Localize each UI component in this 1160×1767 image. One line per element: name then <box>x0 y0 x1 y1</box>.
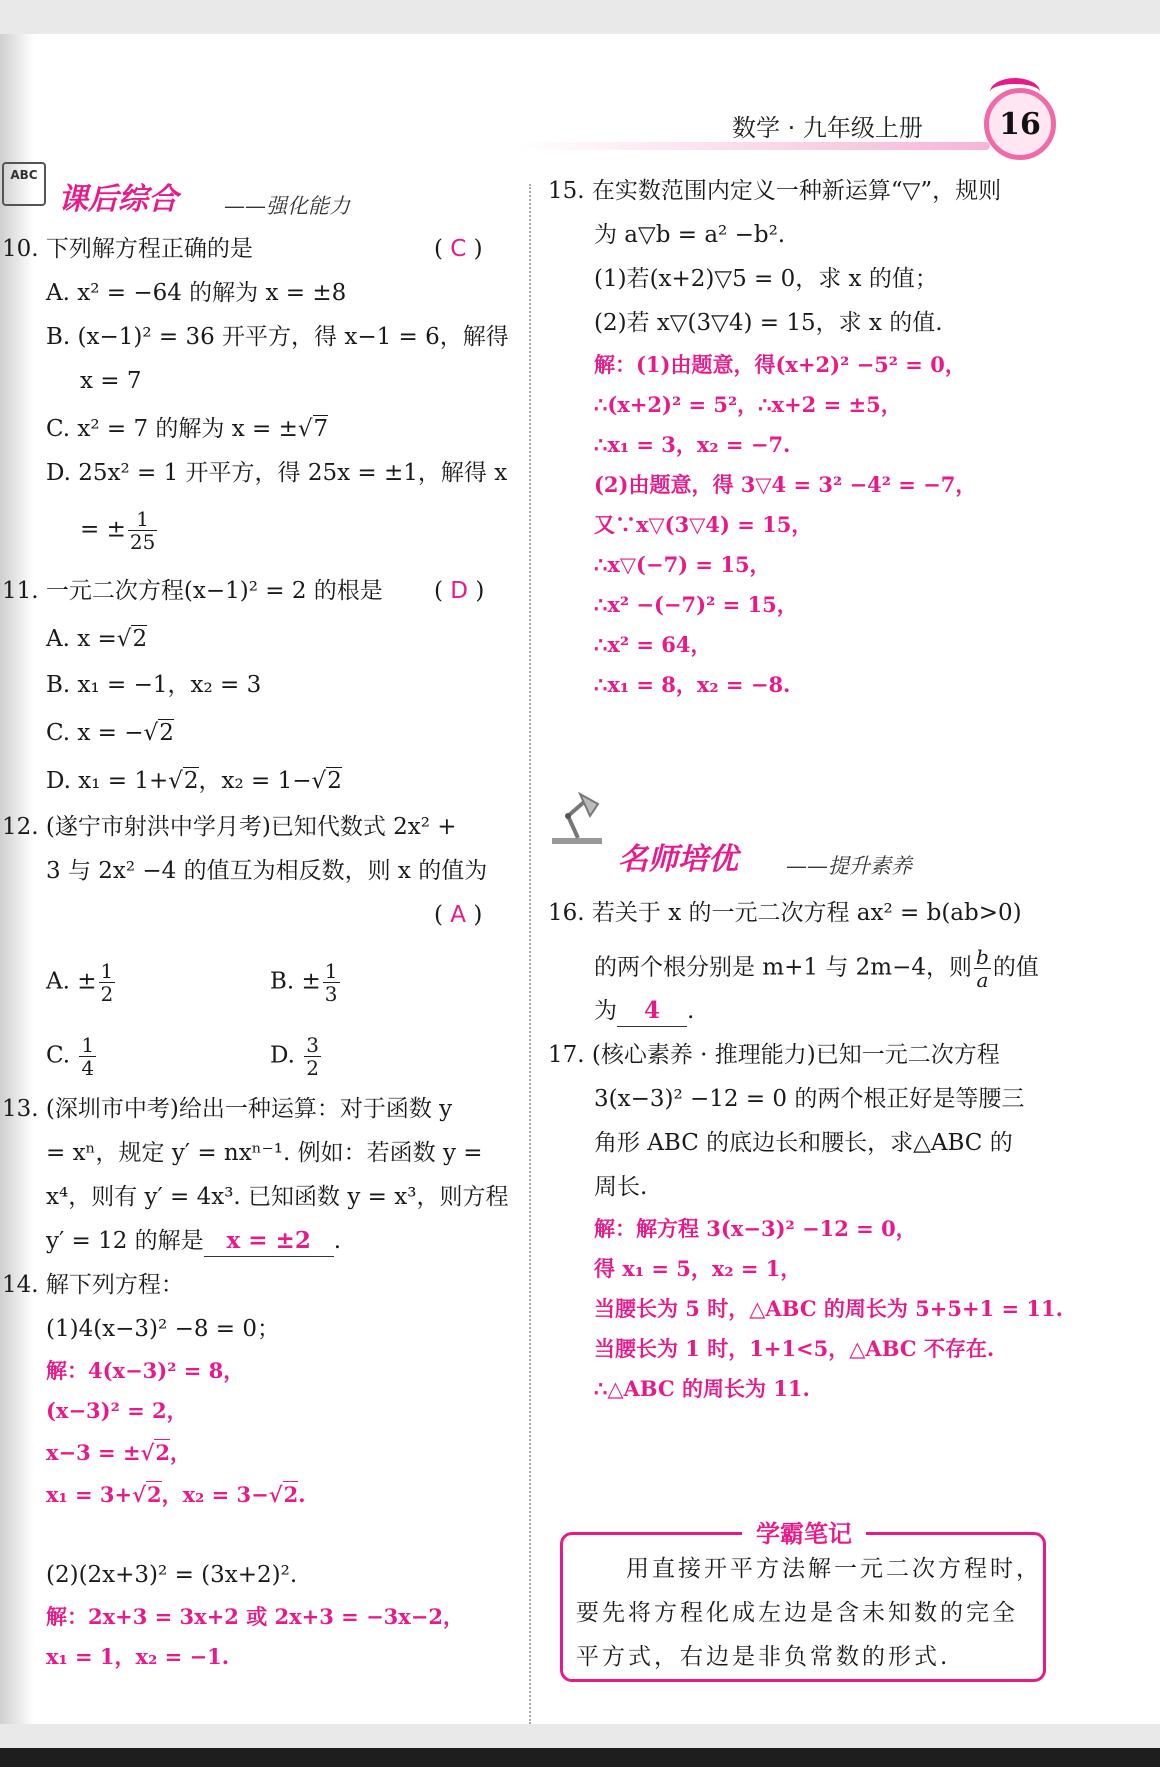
q14-solution-3: x−3 = ±√2， <box>46 1440 191 1465</box>
q15-line1: 15. 在实数范围内定义一种新运算“▽”，规则 <box>548 178 1002 204</box>
q11-option-b: B. x₁ = −1，x₂ = 3 <box>46 672 262 698</box>
q12-stem-line1: 12. (遂宁市射洪中学月考)已知代数式 2x² + <box>2 814 457 840</box>
q12-answer: ( A ) <box>434 902 483 928</box>
q13-line2: = xⁿ，规定 y′ = nxⁿ⁻¹. 例如：若函数 y = <box>46 1140 483 1166</box>
q17-solution-3: 当腰长为 5 时，△ABC 的周长为 5+5+1 = 11. <box>594 1296 1063 1321</box>
q15-part1: (1)若(x+2)▽5 = 0，求 x 的值； <box>594 266 938 292</box>
q10-option-a: A. x² = −64 的解为 x = ±8 <box>46 280 347 306</box>
q10-option-b-cont: x = 7 <box>80 368 142 394</box>
section-subtitle-master: ——提升素养 <box>786 854 912 878</box>
lamp-icon <box>548 790 606 848</box>
q15-solution-5: 又∵x▽(3▽4) = 15， <box>594 512 813 537</box>
q13-line4: y′ = 12 的解是 x = ±2 . <box>46 1226 341 1257</box>
header-title: 数学 · 九年级上册 <box>732 114 923 142</box>
q11-answer: ( D ) <box>434 578 485 604</box>
q12-option-a: A. ± $\frac{1}{2}$ <box>46 959 114 1006</box>
q13-answer-blank: x = ±2 <box>204 1226 334 1257</box>
q17-line3: 角形 ABC 的底边长和腰长，求△ABC 的 <box>594 1130 1013 1156</box>
q15-solution-3: ∴x₁ = 3，x₂ = −7. <box>594 432 791 457</box>
q15-solution-4: (2)由题意，得 3▽4 = 3² −4² = −7， <box>594 472 977 497</box>
note-line3: 平方式，右边是非负常数的形式. <box>576 1644 951 1670</box>
q17-line2: 3(x−3)² −12 = 0 的两个根正好是等腰三 <box>594 1086 1025 1112</box>
q14-part2: (2)(2x+3)² = (3x+2)². <box>46 1562 298 1588</box>
q13-line1: 13. (深圳市中考)给出一种运算：对于函数 y <box>2 1096 453 1122</box>
q10-stem: 10. 下列解方程正确的是 <box>2 236 253 262</box>
q11-option-a: A. x =√2 <box>46 626 148 652</box>
bottom-bar <box>0 1748 1160 1767</box>
page-edge-shadow <box>0 34 34 1724</box>
q15-solution-6: ∴x▽(−7) = 15， <box>594 552 771 577</box>
note-line1: 用直接开平方法解一元二次方程时， <box>626 1556 1042 1582</box>
q12-option-c: C. $\frac{1}{4}$ <box>46 1033 95 1080</box>
column-divider <box>529 184 531 1724</box>
q15-solution-7: ∴x² −(−7)² = 15， <box>594 592 798 617</box>
page <box>0 34 1160 1724</box>
abc-icon: ABC <box>2 162 46 206</box>
q12-option-b: B. ± $\frac{1}{3}$ <box>270 959 338 1006</box>
q14-solution-6: x₁ = 1，x₂ = −1. <box>46 1644 230 1669</box>
note-label: 学霸笔记 <box>742 1514 866 1549</box>
q11-stem: 11. 一元二次方程(x−1)² = 2 的根是 <box>2 578 383 604</box>
q11-option-d: D. x₁ = 1+√2，x₂ = 1−√2 <box>46 768 342 794</box>
q10-option-d: D. 25x² = 1 开平方，得 25x = ±1，解得 x <box>46 460 508 486</box>
q14-solution-1: 解：4(x−3)² = 8， <box>46 1358 245 1383</box>
q16-line1: 16. 若关于 x 的一元二次方程 ax² = b(ab>0) <box>548 900 1022 926</box>
q10-option-b: B. (x−1)² = 36 开平方，得 x−1 = 6，解得 <box>46 324 509 350</box>
q15-solution-1: 解：(1)由题意，得(x+2)² −5² = 0， <box>594 352 966 377</box>
q15-solution-2: ∴(x+2)² = 5²，∴x+2 = ±5， <box>594 392 902 417</box>
q14-solution-5: 解：2x+3 = 3x+2 或 2x+3 = −3x−2， <box>46 1604 465 1629</box>
q15-line2: 为 a▽b = a² −b². <box>594 222 786 248</box>
q17-solution-2: 得 x₁ = 5，x₂ = 1， <box>594 1256 802 1281</box>
section-title-after-class: 课后综合 <box>58 182 178 217</box>
q17-line1: 17. (核心素养 · 推理能力)已知一元二次方程 <box>548 1042 1000 1068</box>
q14-solution-4: x₁ = 3+√2，x₂ = 3−√2. <box>46 1482 306 1507</box>
q13-line3: x⁴，则有 y′ = 4x³. 已知函数 y = x³，则方程 <box>46 1184 509 1210</box>
section-title-master: 名师培优 <box>618 842 738 877</box>
q12-stem-line2: 3 与 2x² −4 的值互为相反数，则 x 的值为 <box>46 858 488 884</box>
q15-solution-9: ∴x₁ = 8，x₂ = −8. <box>594 672 791 697</box>
q16-line2: 的两个根分别是 m+1 与 2m−4，则 $\frac{b}{a}$ 的值 <box>594 945 1039 992</box>
header-rule <box>520 142 990 150</box>
q11-option-c: C. x = −√2 <box>46 720 174 746</box>
q10-option-c: C. x² = 7 的解为 x = ±√7 <box>46 416 329 442</box>
note-line2: 要先将方程化成左边是含未知数的完全 <box>576 1600 1018 1626</box>
q10-answer: ( C ) <box>434 236 483 262</box>
q14-solution-2: (x−3)² = 2， <box>46 1398 188 1423</box>
q15-part2: (2)若 x▽(3▽4) = 15，求 x 的值. <box>594 310 943 336</box>
q15-solution-8: ∴x² = 64， <box>594 632 712 657</box>
q17-solution-5: ∴△ABC 的周长为 11. <box>594 1376 810 1401</box>
q16-line3: 为 4 . <box>594 996 694 1027</box>
section-subtitle-after-class: ——强化能力 <box>224 194 350 218</box>
q14-stem: 14. 解下列方程： <box>2 1272 184 1298</box>
page-number-badge: 16 <box>984 88 1056 160</box>
q17-solution-4: 当腰长为 1 时，1+1<5，△ABC 不存在. <box>594 1336 995 1361</box>
q12-option-d: D. $\frac{3}{2}$ <box>270 1033 319 1080</box>
q10-option-d-cont: = ± $\frac{1}{25}$ <box>80 507 156 554</box>
q14-part1: (1)4(x−3)² −8 = 0； <box>46 1316 280 1342</box>
q17-line4: 周长. <box>594 1174 648 1200</box>
q16-answer-blank: 4 <box>617 996 687 1027</box>
q17-solution-1: 解：解方程 3(x−3)² −12 = 0， <box>594 1216 917 1241</box>
